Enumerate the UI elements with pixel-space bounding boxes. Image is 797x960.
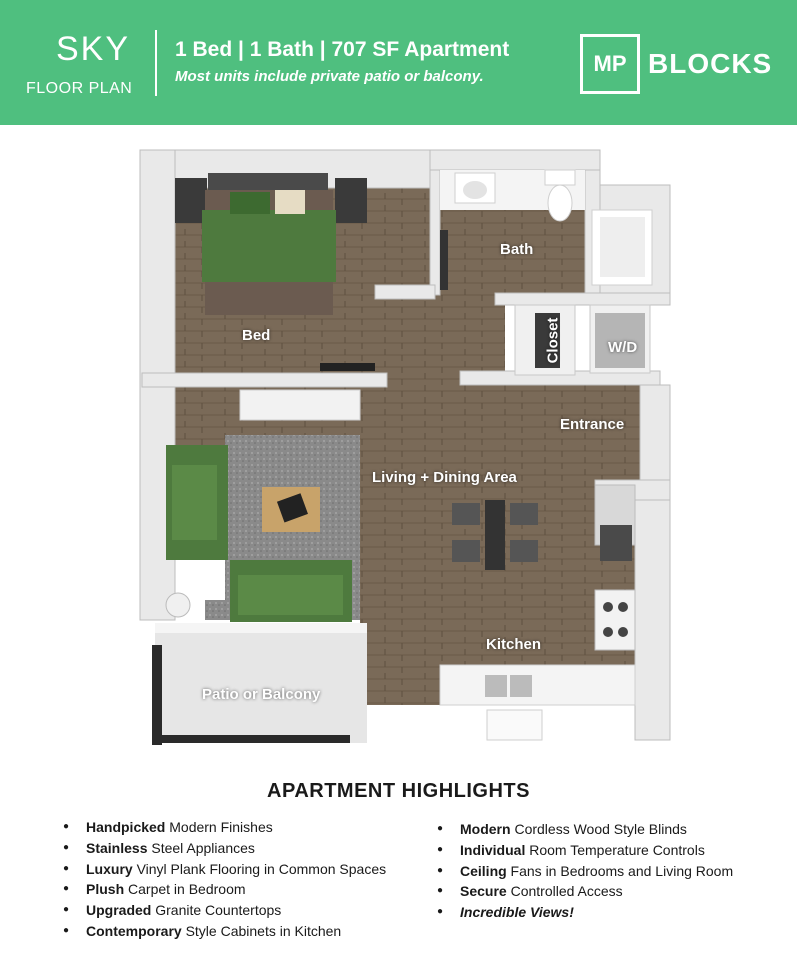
list-item: ● Modern Cordless Wood Style Blinds (437, 819, 733, 840)
list-item: ● Ceiling Fans in Bedrooms and Living Room (437, 861, 733, 882)
room-label-patio: Patio or Balcony (202, 686, 321, 703)
logo-mark: MP (580, 34, 640, 94)
room-label-bath: Bath (500, 241, 534, 258)
list-item: ● Handpicked Modern Finishes (63, 817, 386, 838)
unit-tagline: Most units include private patio or balcony. (175, 68, 484, 85)
room-label-living-dining: Living + Dining Area (372, 469, 517, 486)
room-label-closet: Closet (544, 317, 562, 364)
highlights-title: APARTMENT HIGHLIGHTS (267, 780, 530, 802)
logo-word: BLOCKS (648, 48, 773, 79)
brand-logo (580, 34, 772, 94)
room-label-washer-dryer: W/D (608, 339, 638, 356)
highlights-list-right (437, 819, 733, 923)
highlights-list-left (63, 817, 386, 942)
header-divider (155, 30, 157, 96)
unit-headline: 1 Bed | 1 Bath | 707 SF Apartment (175, 38, 510, 61)
room-label-bed: Bed (242, 327, 271, 344)
room-label-kitchen: Kitchen (486, 636, 542, 653)
list-item: ● Incredible Views! (437, 902, 733, 923)
list-item: ● Secure Controlled Access (437, 881, 733, 902)
list-item: ● Stainless Steel Appliances (63, 838, 386, 859)
plan-subtitle: FLOOR PLAN (26, 80, 133, 97)
floor-plan (130, 145, 675, 757)
list-item: ● Contemporary Style Cabinets in Kitchen (63, 921, 386, 942)
floor-plan-drawing (130, 145, 675, 757)
list-item: ● Upgraded Granite Countertops (63, 900, 386, 921)
room-label-entrance: Entrance (560, 416, 625, 433)
list-item: ● Individual Room Temperature Controls (437, 840, 733, 861)
list-item: ● Plush Carpet in Bedroom (63, 879, 386, 900)
plan-name: SKY (56, 30, 131, 68)
list-item: ● Luxury Vinyl Plank Flooring in Common Spaces (63, 859, 386, 880)
header-banner (0, 0, 797, 125)
